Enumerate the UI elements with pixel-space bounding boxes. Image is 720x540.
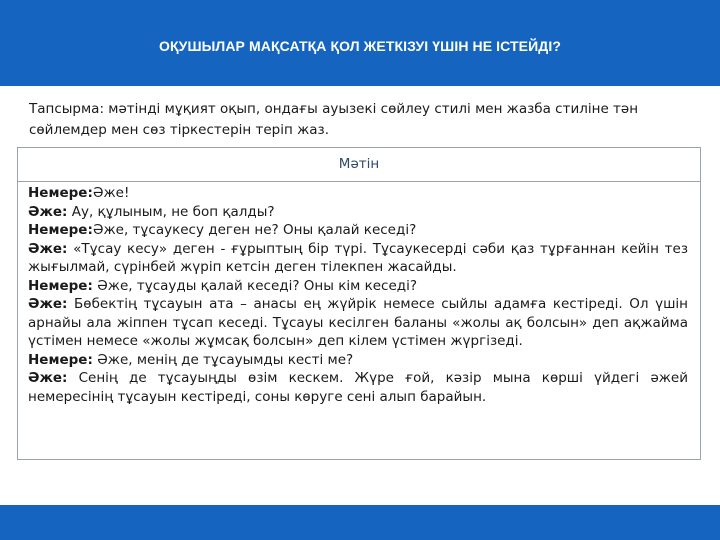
speaker-label: Немере: (28, 185, 93, 201)
slide-title: ОҚУШЫЛАР МАҚСАТҚА ҚОЛ ЖЕТКІЗУІ ҮШІН НЕ ІСТЕЙДІ? (159, 38, 561, 54)
line-text: Әже, тұсауды қалай кеседі? Оны кім кеседі? (92, 277, 418, 294)
speaker-label: Әже: (28, 203, 68, 220)
speaker-label: Әже: (28, 296, 68, 312)
line-text: Бөбектің тұсауын ата – анасы ең жүйрік немесе сыйлы адамға кестіреді. Ол үшін арнайы ала жіппен тұсап кеседі. Тұсауы кесілген баланы «жолы ақ болсын» деп ақжайма үстімен немесе «жолы жұмсақ болсын» деп кілем үстімен жүргізеді. (28, 296, 688, 349)
task-instruction: Тапсырма: мәтінді мұқият оқып, ондағы ауызекі сөйлеу стилі мен жазба стиліне тән сөйлемдер мен сөз тіркестерін теріп жаз. (29, 101, 639, 138)
line-text: Ау, құлыным, не боп қалды? (67, 203, 275, 220)
dialogue-line (28, 240, 688, 277)
dialogue-line (28, 203, 688, 222)
dialogue-line (28, 295, 688, 351)
line-text: Әже, менің де тұсауымды кесті ме? (92, 351, 354, 368)
line-text: Әже, тұсаукесу деген не? Оны қалай кеседі? (92, 222, 417, 238)
dialogue-line (28, 351, 688, 370)
footer-bar (0, 505, 720, 540)
line-text: «Тұсау кесу» деген - ғұрыптың бір түрі. Тұсаукесерді сәби қаз тұрғаннан кейін тез жығылмай, сүрінбей жүріп кетсін деген тілекпен жасайды. (28, 240, 688, 275)
text-table (17, 147, 701, 460)
speaker-label: Әже: (28, 240, 68, 257)
table-header: Мәтін (18, 148, 700, 182)
dialogue-line (28, 221, 688, 240)
speaker-label: Немере: (28, 351, 93, 368)
line-text: Сенің де тұсауыңды өзім кескем. Жүре ғой, кәзір мына көрші үйдегі әжей немересінің тұсауын кестіреді, соны көруге сені алып барайын. (28, 370, 688, 405)
speaker-label: Әже: (28, 370, 68, 386)
dialogue-line (28, 277, 688, 296)
speaker-label: Немере: (28, 222, 93, 238)
line-text: Әже! (92, 185, 130, 201)
dialogue-line (28, 184, 688, 203)
dialogue-text (18, 182, 700, 406)
dialogue-line (28, 369, 688, 406)
speaker-label: Немере: (28, 277, 93, 294)
